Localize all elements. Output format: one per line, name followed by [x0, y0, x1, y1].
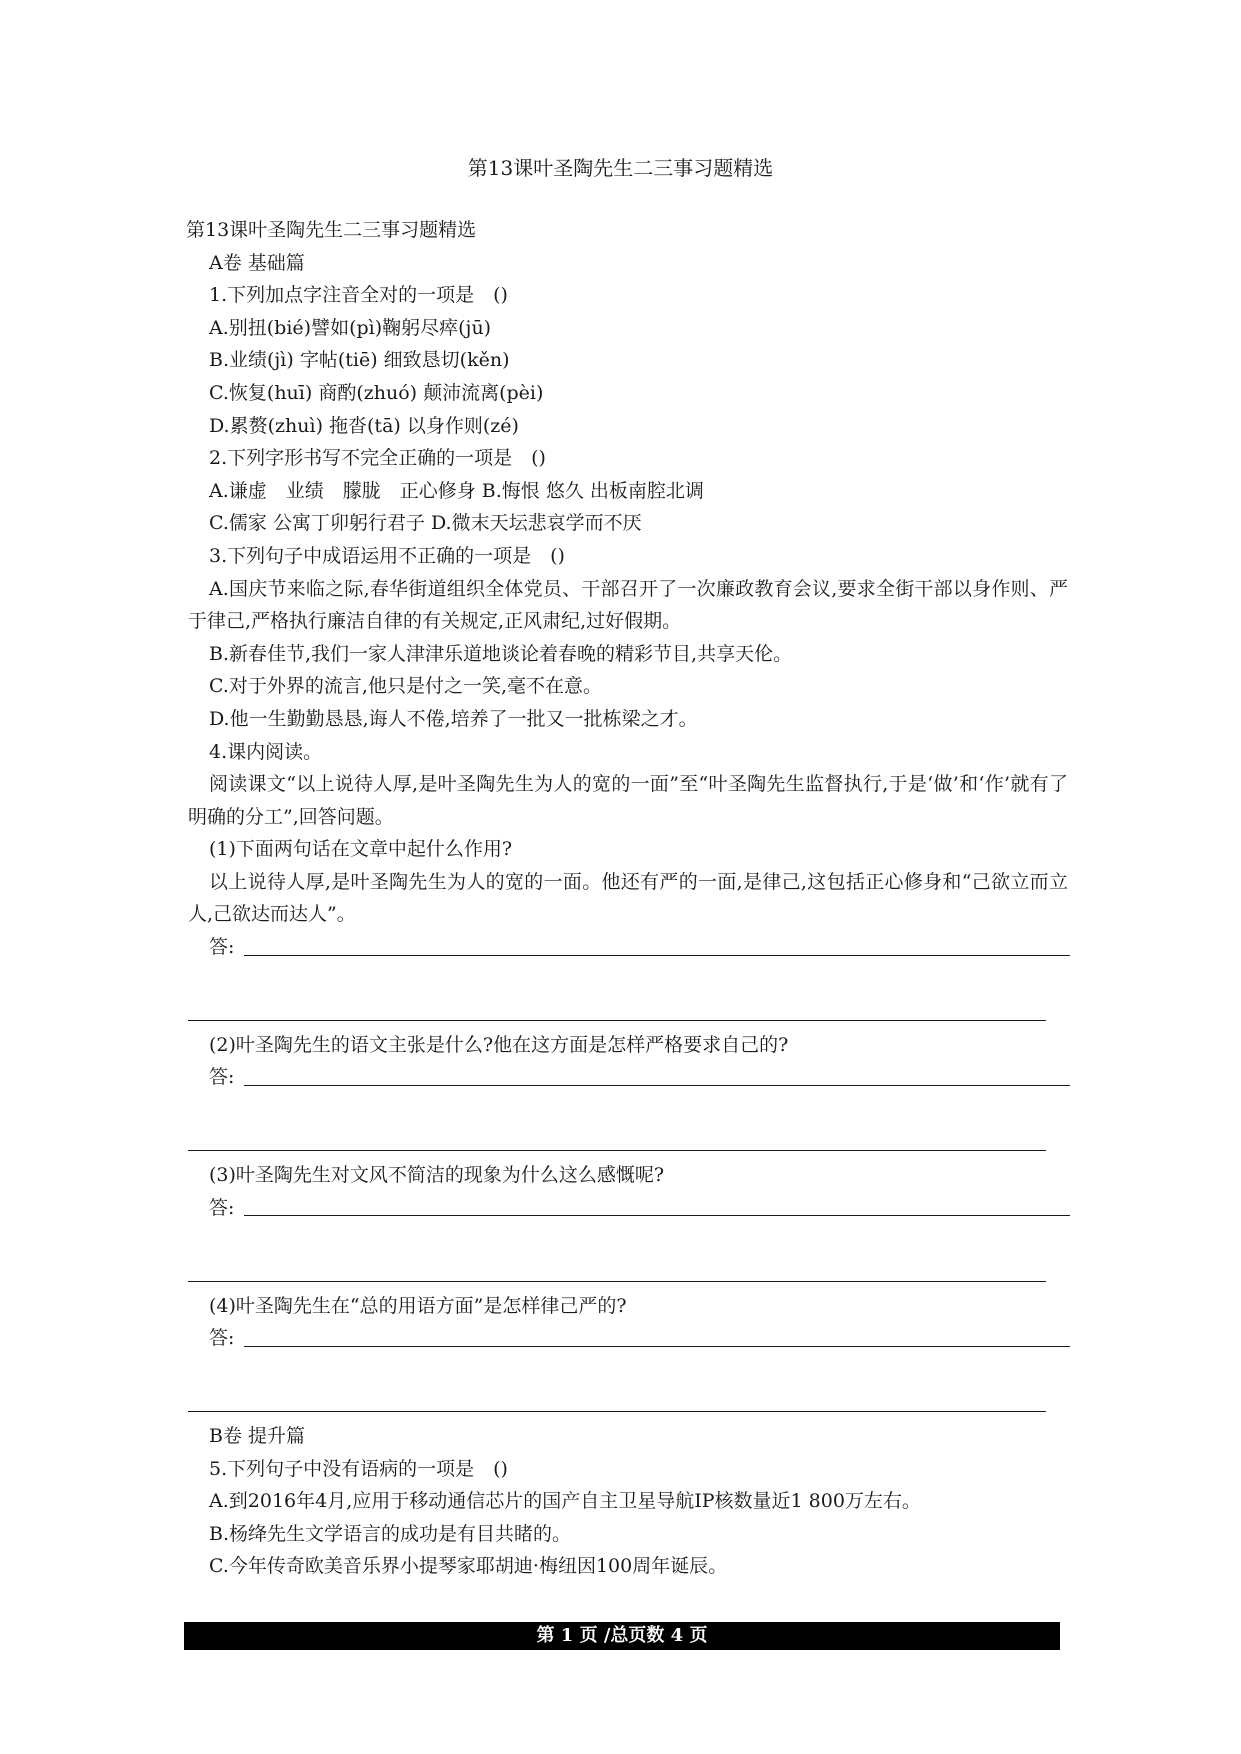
question-3-stem: 3.下列句子中成语运用不正确的一项是 () [209, 544, 565, 567]
question-2-stem: 2.下列字形书写不完全正确的一项是 () [209, 447, 546, 470]
question-2-options-ab: A.谦虚 业绩 朦胧 正心修身 B.悔恨 悠久 出板南腔北调 [209, 479, 704, 502]
question-1-option-d: D.累赘(zhuì) 拖沓(tā) 以身作则(zé) [209, 414, 519, 437]
question-1-option-c: C.恢复(huī) 商酌(zhuó) 颠沛流离(pèi) [209, 381, 544, 404]
question-1-stem: 1.下列加点字注音全对的一项是 () [209, 284, 508, 307]
question-4-sub-1: (1)下面两句话在文章中起什么作用? [209, 838, 513, 861]
answer-label: 答: [209, 1327, 235, 1350]
question-5-option-a: A.到2016年4月,应用于移动通信芯片的国产自主卫星导航IP核数量近1 800万左右。 [209, 1490, 921, 1513]
question-4-sub-4: (4)叶圣陶先生在“总的用语方面”是怎样律己严的? [209, 1294, 627, 1317]
answer-line-continuation[interactable] [188, 1127, 1068, 1160]
question-4-sub-3: (3)叶圣陶先生对文风不简洁的现象为什么这么感慨呢? [209, 1164, 665, 1187]
question-5-option-b: B.杨绛先生文学语言的成功是有目共睹的。 [209, 1522, 572, 1545]
question-2-options-cd: C.儒家 公寓丁卯躬行君子 D.微末天坛悲哀学而不厌 [209, 512, 642, 535]
page-footer: 第 1 页 /总页数 4 页 [184, 1622, 1060, 1650]
question-1-option-b: B.业绩(jì) 字帖(tiē) 细致恳切(kěn) [209, 349, 510, 372]
question-3-option-c: C.对于外界的流言,他只是付之一笑,毫不在意。 [209, 675, 602, 698]
answer-line-continuation[interactable] [188, 996, 1068, 1029]
answer-line[interactable] [188, 1322, 1068, 1355]
document-body [188, 214, 1068, 1583]
answer-line[interactable] [188, 1192, 1068, 1225]
answer-line-continuation[interactable] [188, 1257, 1068, 1290]
answer-label: 答: [209, 936, 235, 959]
question-4-intro: 阅读课文“以上说待人厚,是叶圣陶先生为人的宽的一面”至“叶圣陶先生监督执行,于是‘做’和‘作’就有了明确的分工”,回答问题。 [188, 773, 1068, 828]
answer-line-continuation[interactable] [188, 1387, 1068, 1420]
page-title: 第13课叶圣陶先生二三事习题精选 [467, 156, 774, 180]
question-4-sub-2: (2)叶圣陶先生的语文主张是什么?他在这方面是怎样严格要求自己的? [209, 1033, 789, 1056]
answer-label: 答: [209, 1066, 235, 1089]
question-3-option-d: D.他一生勤勤恳恳,诲人不倦,培养了一批又一批栋梁之才。 [209, 707, 698, 730]
question-3-option-a: A.国庆节来临之际,春华街道组织全体党员、干部召开了一次廉政教育会议,要求全街干部以身作则、严于律己,严格执行廉洁自律的有关规定,正风肃纪,过好假期。 [188, 577, 1068, 633]
question-5-option-c: C.今年传奇欧美音乐界小提琴家耶胡迪·梅纽因100周年诞辰。 [209, 1555, 728, 1578]
answer-line[interactable] [188, 931, 1068, 964]
section-a-heading: A卷 基础篇 [209, 251, 305, 274]
question-4-sub-1-quote: 以上说待人厚,是叶圣陶先生为人的宽的一面。他还有严的一面,是律己,这包括正心修身和“己欲立而立人,己欲达而达人”。 [188, 870, 1068, 926]
question-4-stem: 4.课内阅读。 [209, 740, 323, 763]
question-1-option-a: A.别扭(bié)譬如(pì)鞠躬尽瘁(jū) [209, 316, 492, 339]
section-b-heading: B卷 提升篇 [209, 1424, 306, 1447]
subtitle: 第13课叶圣陶先生二三事习题精选 [186, 219, 477, 241]
question-3-option-b: B.新春佳节,我们一家人津津乐道地谈论着春晚的精彩节目,共享天伦。 [209, 642, 793, 665]
question-5-stem: 5.下列句子中没有语病的一项是 () [209, 1457, 508, 1480]
answer-label: 答: [209, 1196, 235, 1219]
answer-line[interactable] [188, 1061, 1068, 1094]
